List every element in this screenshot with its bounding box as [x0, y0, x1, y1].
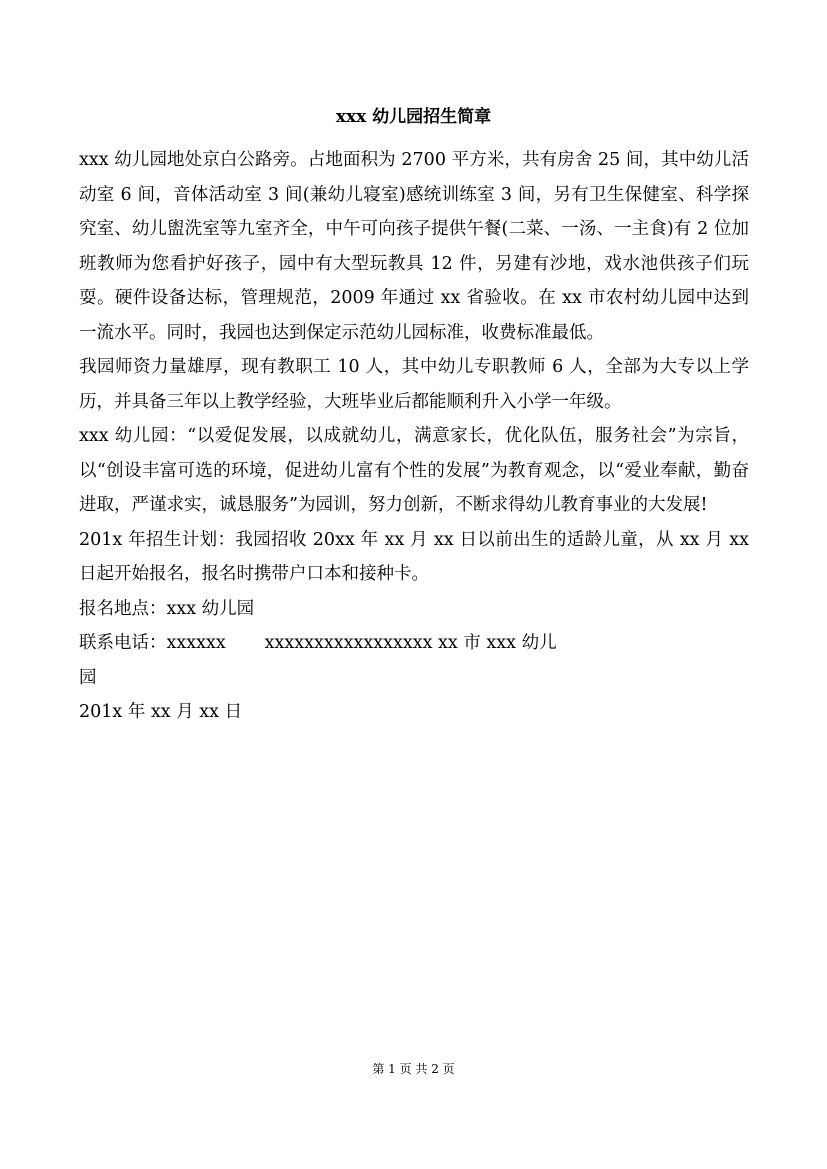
paragraph-enrollment-plan: 201x 年招生计划：我园招收 20xx 年 xx 月 xx 日以前出生的适龄儿童，从 xx 月 xx 日起开始报名，报名时携带户口本和接种卡。: [79, 529, 749, 584]
signature-org: xx 市 xxx 幼儿: [438, 633, 557, 653]
document-body: [79, 143, 749, 730]
contact-line: [79, 626, 749, 661]
contact-phone-label: 联系电话：xxxxxx: [79, 633, 226, 653]
signature-org-continued: 园: [79, 667, 97, 688]
paragraph-registration-location: 报名地点：xxx 幼儿园: [79, 598, 255, 619]
paragraph-mission: xxx 幼儿园：“以爱促发展，以成就幼儿，满意家长，优化队伍，服务社会”为宗旨，以“创设丰富可选的环境，促进幼儿富有个性的发展”为教育观念，以“爱业奉献，勤奋进取，严谨求实，诚恳服务”为园训，努力创新，不断求得幼儿教育事业的大发展!: [79, 426, 749, 515]
contact-number: xxxxxxxxxxxxxxxxx: [264, 633, 433, 653]
document-date: 201x 年 xx 月 xx 日: [79, 702, 243, 722]
paragraph-intro: xxx 幼儿园地处京白公路旁。占地面积为 2700 平方米，共有房舍 25 间，其中幼儿活动室 6 间，音体活动室 3 间(兼幼儿寝室)感统训练室 3 间，另有卫生保健室、科学探究室、幼儿盥洗室等九室齐全，中午可向孩子提供午餐(二菜、一汤、一主食)有 2 位加班教师为您看护好孩子，园中有大型玩教具 12 件，另建有沙地，戏水池供孩子们玩耍。硬件设备达标，管理规范，2009 年通过 xx 省验收。在 xx 市农村幼儿园中达到一流水平。同时，我园也达到保定示范幼儿园标准，收费标准最低。: [79, 150, 749, 343]
paragraph-staff: 我园师资力量雄厚，现有教职工 10 人，其中幼儿专职教师 6 人，全部为大专以上学历，并具备三年以上教学经验，大班毕业后都能顺利升入小学一年级。: [79, 357, 749, 412]
page-footer: 第 1 页 共 2 页: [372, 1062, 455, 1076]
document-title: xxx 幼儿园招生简章: [335, 107, 492, 127]
